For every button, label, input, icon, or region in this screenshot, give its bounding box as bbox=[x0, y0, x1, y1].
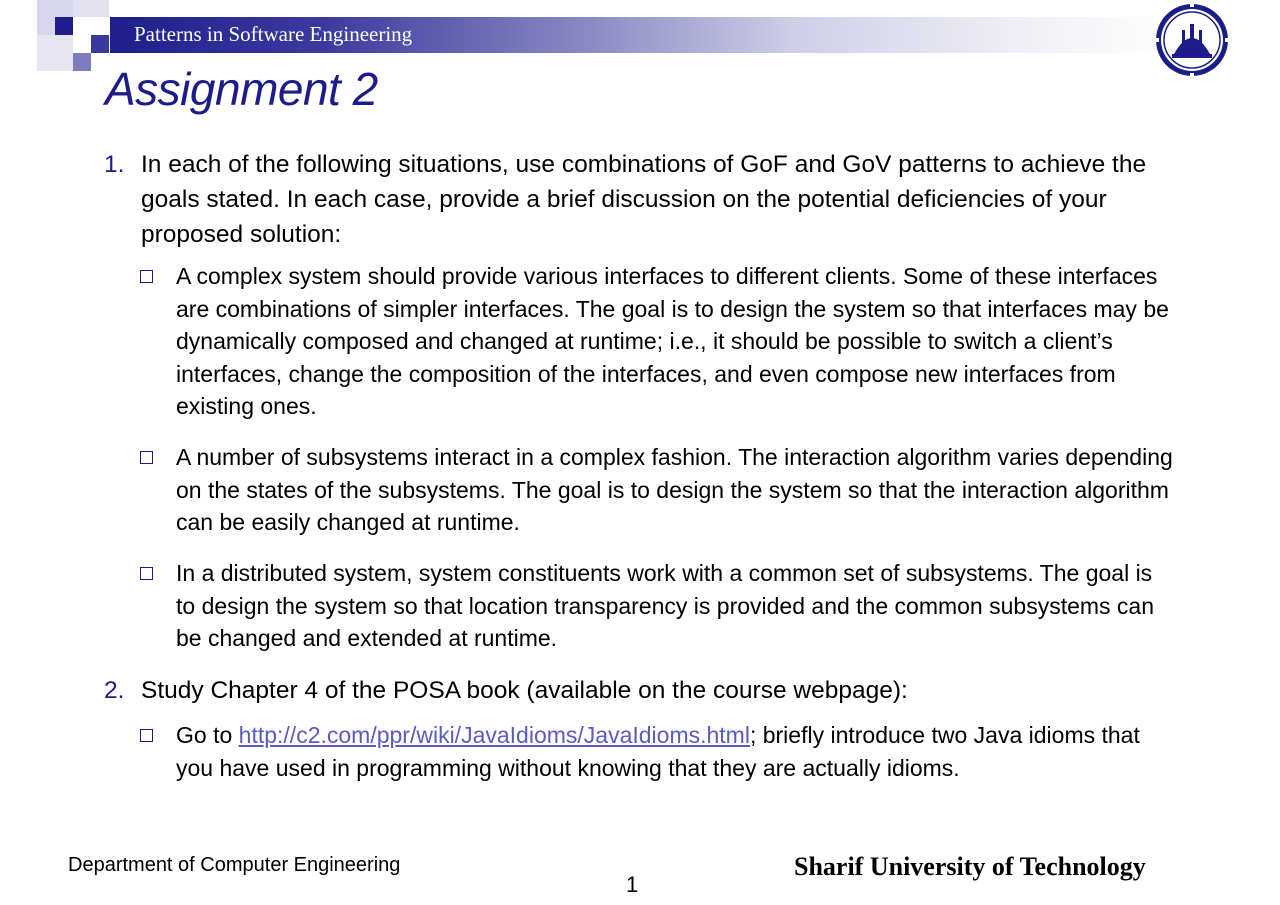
item-number: 1. bbox=[104, 151, 125, 178]
square-bullet-icon bbox=[140, 729, 153, 742]
java-idioms-link[interactable]: http://c2.com/ppr/wiki/JavaIdioms/JavaIdioms.html bbox=[238, 722, 750, 748]
sub-item-text: A number of subsystems interact in a complex fashion. The interaction algorithm varies depending on the states of the subsystems. The goal is to design the system so that the interaction algorithm can be easily changed at runtime. bbox=[176, 444, 1173, 535]
decor-square bbox=[91, 35, 109, 53]
page-number: 1 bbox=[626, 872, 639, 897]
course-title: Patterns in Software Engineering bbox=[134, 22, 413, 46]
footer-department: Department of Computer Engineering bbox=[68, 854, 401, 876]
sub-item-text bbox=[176, 719, 1176, 784]
footer-university: Sharif University of Technology bbox=[794, 852, 1146, 881]
item-number: 2. bbox=[104, 677, 125, 704]
decor-square bbox=[73, 53, 91, 71]
square-bullet-icon bbox=[140, 451, 153, 464]
text-prefix: Go to bbox=[176, 722, 239, 748]
decor-square bbox=[37, 35, 73, 71]
sub-item-text: In a distributed system, system constituents work with a common set of subsystems. The goal is to design the system so that location transparency is provided and the common subsystems can be changed and extended at runtime. bbox=[176, 560, 1155, 651]
university-logo-icon bbox=[1154, 2, 1230, 78]
square-bullet-icon bbox=[140, 567, 153, 580]
sub-item-text: A complex system should provide various interfaces to different clients. Some of these interfaces are combinations of simpler interfaces. The goal is to design the system so that interfaces may be dynamically composed and changed at runtime; i.e., it should be possible to switch a client’s interfaces, change the composition of the interfaces, and even compose new interfaces from existing ones. bbox=[176, 263, 1169, 419]
item-text: In each of the following situations, use combinations of GoF and GoV patterns to achieve the goals stated. In each case, provide a brief discussion on the potential deficiencies of your proposed solution: bbox=[141, 151, 1147, 248]
decor-square bbox=[73, 0, 109, 17]
square-bullet-icon bbox=[140, 270, 153, 283]
decor-square bbox=[55, 17, 73, 35]
item-text: Study Chapter 4 of the POSA book (available on the course webpage): bbox=[141, 677, 908, 704]
slide-title: Assignment 2 bbox=[105, 63, 378, 115]
text-suffix: ; briefly introduce two Java idioms that you have used in programming without knowing that they are actually idioms. bbox=[176, 722, 1140, 781]
